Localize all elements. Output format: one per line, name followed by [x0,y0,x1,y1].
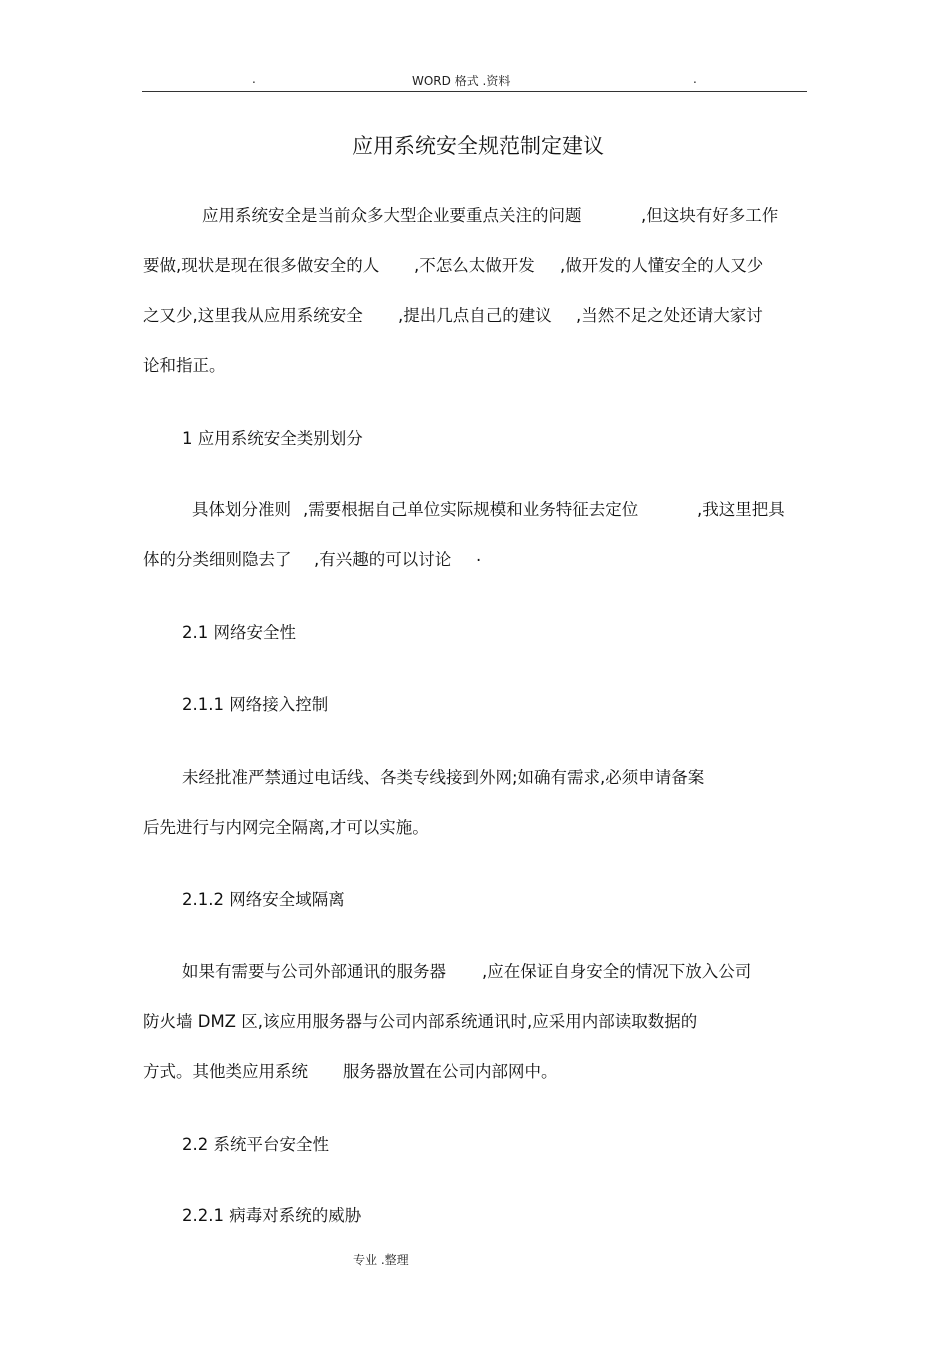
intro-line-3b: ,提出几点自己的建议 [398,306,552,325]
document-title: 应用系统安全规范制定建议 [352,134,604,158]
para1-line-2b: ,有兴趣的可以讨论 [314,550,452,569]
para1-line-1a: 具体划分准则 [192,500,291,519]
para3-line-2: 防火墙 DMZ 区,该应用服务器与公司内部系统通讯时,应采用内部读取数据的 [143,1012,698,1031]
intro-line-2c: ,做开发的人懂安全的人又少 [560,256,764,275]
page-footer: 专业 .整理 [353,1253,409,1267]
intro-line-1b: ,但这块有好多工作 [641,206,779,225]
section-2-1-2-heading: 2.1.2 网络安全域隔离 [182,890,345,909]
intro-line-3c: ,当然不足之处还请大家讨 [576,306,763,325]
para3-line-1b: ,应在保证自身安全的情况下放入公司 [482,962,752,981]
para1-line-2c: . [476,546,482,565]
section-2-1-1-heading: 2.1.1 网络接入控制 [182,695,329,714]
section-2-1-heading: 2.1 网络安全性 [182,623,296,642]
header-right-mark: . [693,72,697,86]
header-left-mark: . [252,72,256,86]
para1-line-1b: ,需要根据自己单位实际规模和业务特征去定位 [303,500,639,519]
para1-line-1c: ,我这里把具 [697,500,785,519]
section-2-2-heading: 2.2 系统平台安全性 [182,1135,329,1154]
intro-line-2a: 要做,现状是现在很多做安全的人 [143,256,380,275]
para3-line-3b: 服务器放置在公司内部网中。 [343,1062,558,1081]
para1-line-2a: 体的分类细则隐去了 [143,550,292,569]
intro-line-3a: 之又少,这里我从应用系统安全 [143,306,363,325]
para3-line-3a: 方式。其他类应用系统 [143,1062,308,1081]
section-1-heading: 1 应用系统安全类别划分 [182,429,363,448]
header-rule [142,91,807,92]
para2-line-1: 未经批准严禁通过电话线、各类专线接到外网;如确有需求,必须申请备案 [182,768,705,787]
intro-line-1a: 应用系统安全是当前众多大型企业要重点关注的问题 [202,206,582,225]
header-title: WORD 格式 .资料 [412,74,511,88]
intro-line-2b: ,不怎么太做开发 [414,256,535,275]
section-2-2-1-heading: 2.2.1 病毒对系统的威胁 [182,1206,362,1225]
intro-line-4: 论和指正。 [143,356,226,375]
para2-line-2: 后先进行与内网完全隔离,才可以实施。 [143,818,429,837]
para3-line-1a: 如果有需要与公司外部通讯的服务器 [182,962,446,981]
